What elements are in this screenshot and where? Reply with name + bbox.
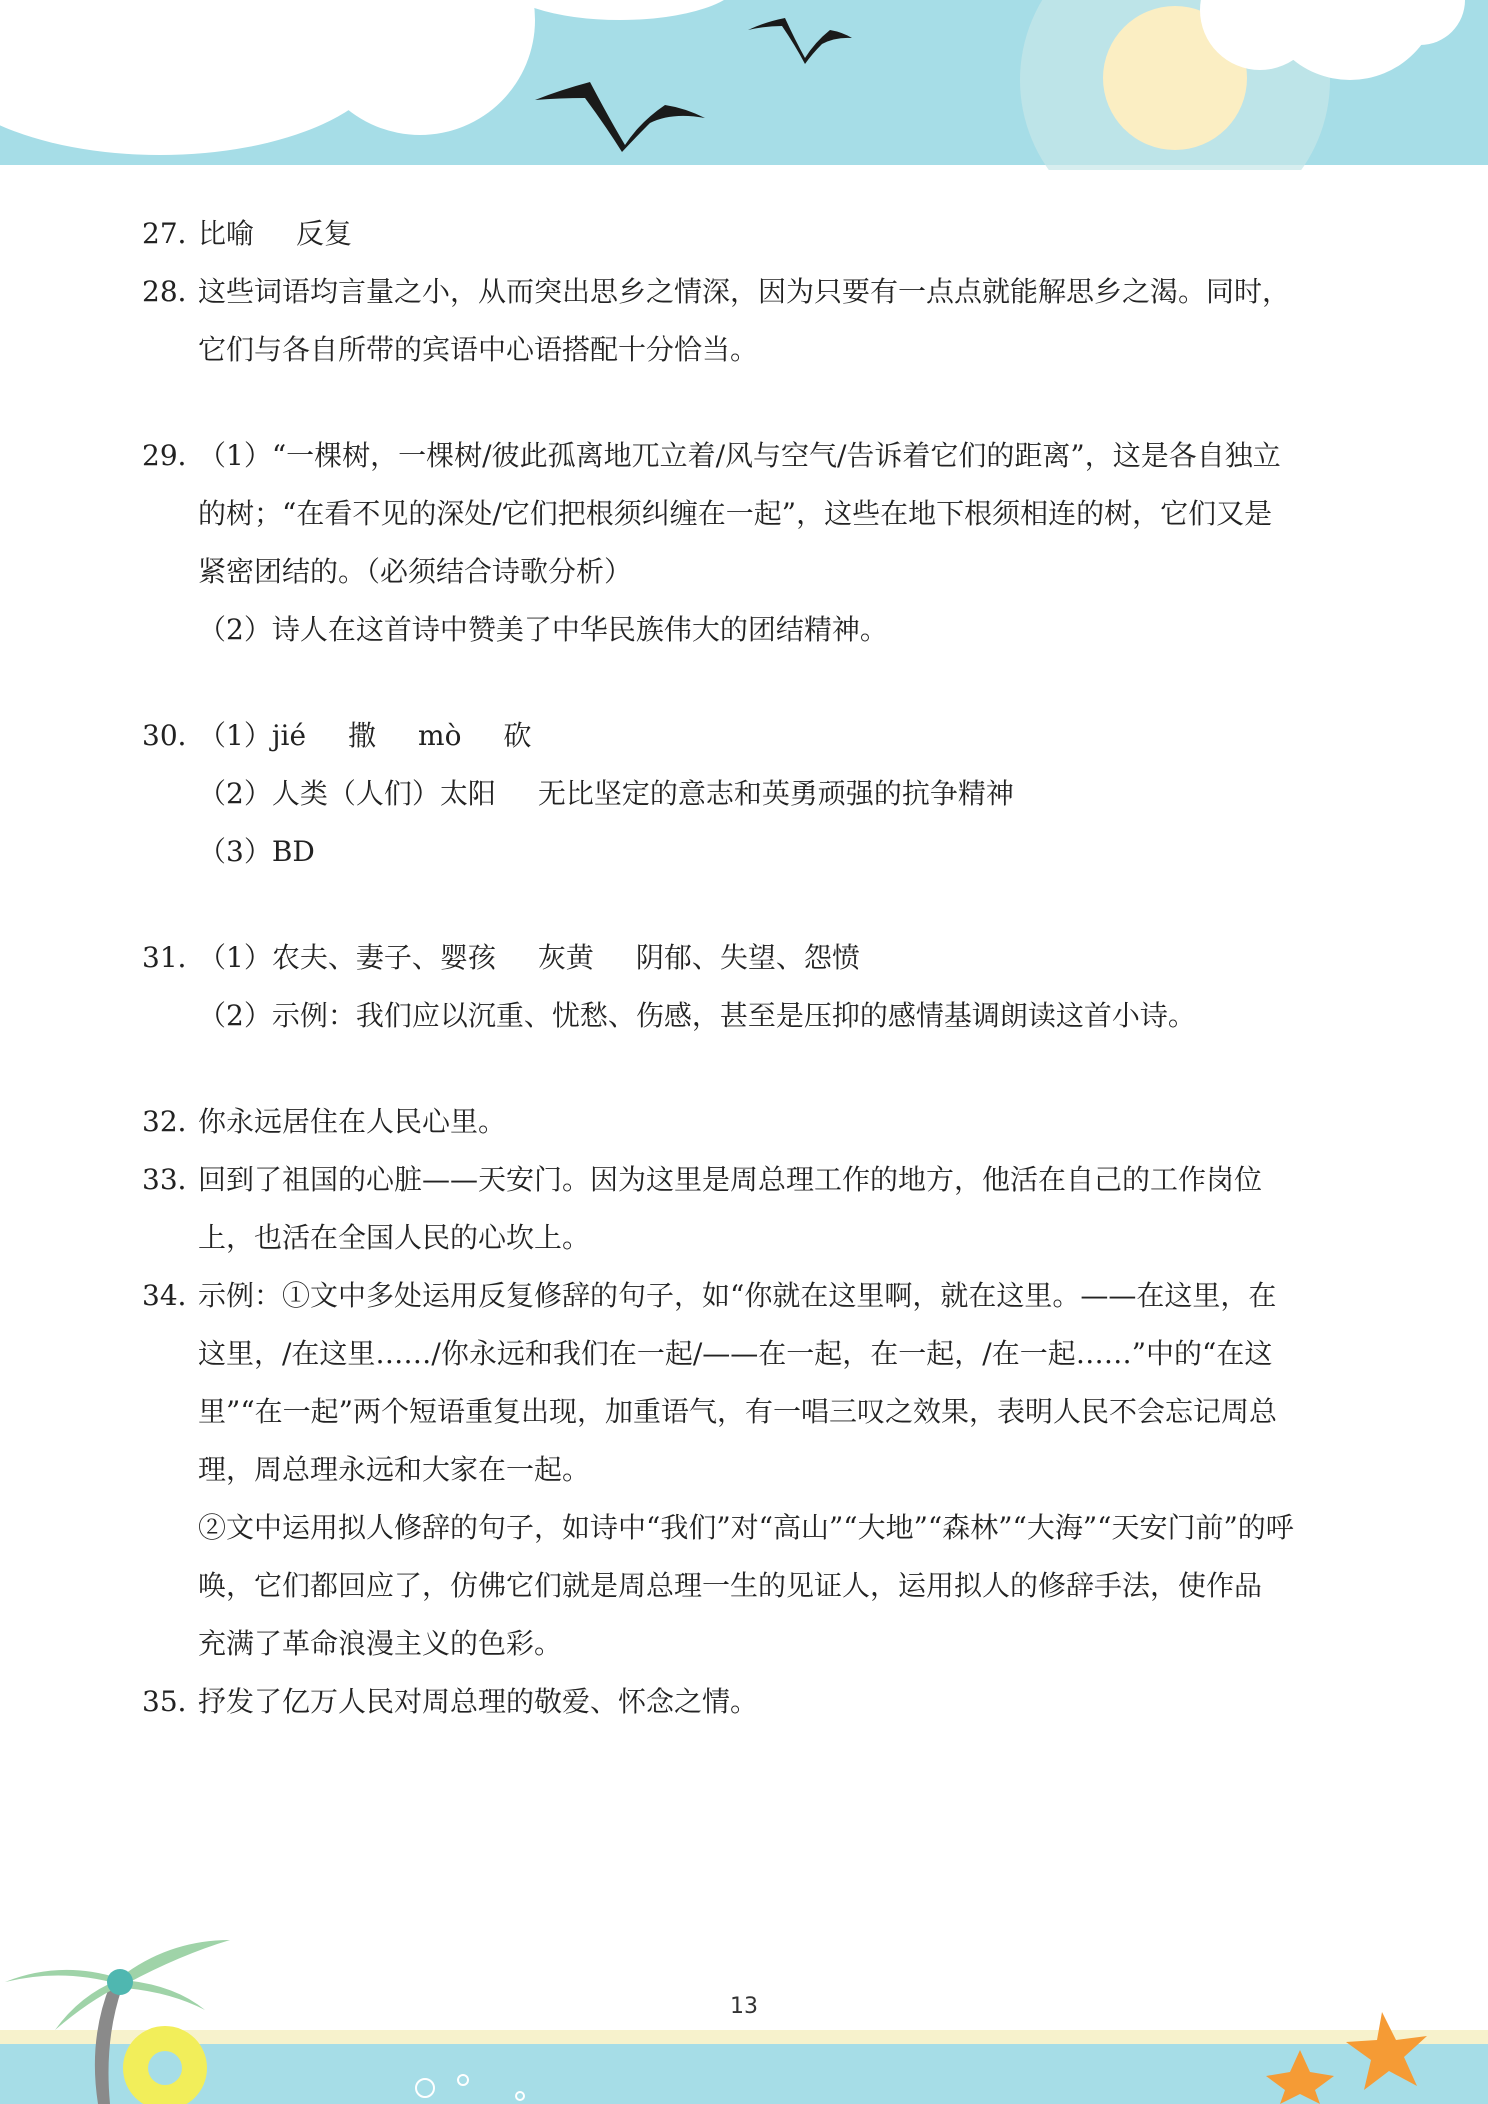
section-gap [142,379,1357,427]
answer-text: 上，也活在全国人民的心坎上。 [198,1221,591,1254]
question-number: 32． [142,1105,206,1138]
answer-text: （1）“一棵树，一棵树/彼此孤离地兀立着/风与空气/告诉着它们的距离”，这是各自独立 [198,439,1281,472]
answer-item [142,427,1357,659]
question-number: 31． [142,941,206,974]
answer-line [198,321,1357,379]
answer-text: 无比坚定的意志和英勇顽强的抗争精神 [537,777,1014,810]
answer-line [198,1151,1357,1209]
answer-text: 紧密团结的。（必须结合诗歌分析） [198,555,633,588]
answer-item [142,1673,1357,1731]
sand-band [0,2030,1488,2044]
answer-item [142,1151,1357,1267]
answer-text: 示例：①文中多处运用反复修辞的句子，如“你就在这里啊，就在这里。——在这里，在 [198,1279,1277,1312]
answer-text: ②文中运用拟人修辞的句子，如诗中“我们”对“高山”“大地”“森林”“大海”“天安门前”的呼 [198,1511,1294,1544]
question-number: 35． [142,1685,206,1718]
answer-line [198,765,1357,823]
answer-text: （1）jié [198,719,307,752]
answer-text: 灰黄 [537,941,594,974]
water-band [0,2044,1488,2104]
answer-text: 的树；“在看不见的深处/它们把根须纠缠在一起”，这些在地下根须相连的树，它们又是 [198,497,1273,530]
answer-text: 理，周总理永远和大家在一起。 [198,1453,591,1486]
page-number: 13 [730,1994,758,2019]
answer-text: 阴郁、失望、怨愤 [635,941,860,974]
answer-text: 撒 [348,719,377,752]
answer-line [198,1673,1357,1731]
answer-line [198,601,1357,659]
answer-item [142,263,1357,379]
answer-text: 这些词语均言量之小，从而突出思乡之情深，因为只要有一点点就能解思乡之渴。同时， [198,275,1291,308]
answer-text: 你永远居住在人民心里。 [198,1105,507,1138]
answer-text: （3）BD [198,835,315,868]
question-number: 30． [142,719,206,752]
question-number: 33． [142,1163,206,1196]
answer-line [198,987,1357,1045]
answer-text: （2）诗人在这首诗中赞美了中华民族伟大的团结精神。 [198,613,888,646]
answer-line [198,1325,1357,1383]
question-number: 28． [142,275,206,308]
answer-line [198,1499,1357,1557]
answer-line [198,485,1357,543]
answer-text: 充满了革命浪漫主义的色彩。 [198,1627,563,1660]
answer-item [142,1093,1357,1151]
question-number: 29． [142,439,206,472]
answer-line [198,1093,1357,1151]
answer-line [198,1267,1357,1325]
answer-item [142,205,1357,263]
section-gap [142,1045,1357,1093]
answer-text: 反复 [296,217,353,250]
header-illustration [0,0,1488,170]
answer-line [198,1557,1357,1615]
answer-text: mò [418,719,462,752]
answer-line [198,1615,1357,1673]
section-gap [142,659,1357,707]
answer-text: 抒发了亿万人民对周总理的敬爱、怀念之情。 [198,1685,759,1718]
answer-line [198,823,1357,881]
answer-line [198,707,1357,765]
answer-line [198,1209,1357,1267]
answer-text: （1）农夫、妻子、婴孩 [198,941,496,974]
answer-line [198,263,1357,321]
section-gap [142,881,1357,929]
answer-text: 比喻 [198,217,255,250]
answer-item [142,1267,1357,1673]
answer-content [142,205,1357,1731]
answer-text: 砍 [503,719,532,752]
answer-text: （2）人类（人们）太阳 [198,777,496,810]
answer-line [198,1441,1357,1499]
answer-text: 回到了祖国的心脏——天安门。因为这里是周总理工作的地方，他活在自己的工作岗位 [198,1163,1263,1196]
answer-text: 里”“在一起”两个短语重复出现，加重语气，有一唱三叹之效果，表明人民不会忘记周总 [198,1395,1277,1428]
answer-line [198,929,1357,987]
answer-text: 这里，/在这里……/你永远和我们在一起/——在一起，在一起，/在一起……”中的“在这 [198,1337,1273,1370]
answer-text: （2）示例：我们应以沉重、忧愁、伤感，甚至是压抑的感情基调朗读这首小诗。 [198,999,1196,1032]
answer-line [198,1383,1357,1441]
answer-text: 唤，它们都回应了，仿佛它们就是周总理一生的见证人，运用拟人的修辞手法，使作品 [198,1569,1263,1602]
answer-line [198,427,1357,485]
question-number: 27． [142,217,206,250]
question-number: 34． [142,1279,206,1312]
answer-line [198,205,1357,263]
answer-item [142,929,1357,1045]
answer-line [198,543,1357,601]
answer-item [142,707,1357,881]
answer-text: 它们与各自所带的宾语中心语搭配十分恰当。 [198,333,759,366]
